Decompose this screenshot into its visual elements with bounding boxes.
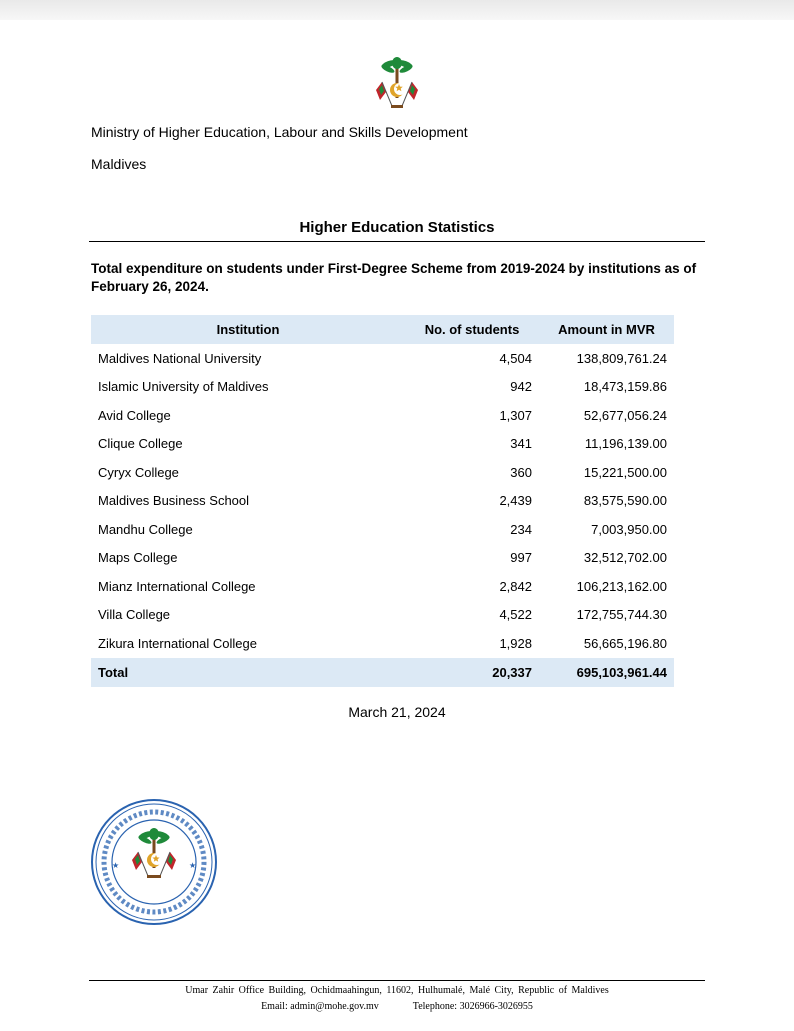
amount-cell: 52,677,056.24 xyxy=(583,407,667,423)
table-row xyxy=(91,430,674,459)
report-subtitle: Total expenditure on students under First-Degree Scheme from 2019-2024 by institutions as of February 26, 2024. xyxy=(91,261,697,294)
table-row xyxy=(91,487,674,516)
footer-email: Email: admin@mohe.gov.mv xyxy=(261,1001,379,1012)
institution-cell: Mianz International College xyxy=(98,578,256,594)
footer-contact xyxy=(89,1001,705,1012)
country-name: Maldives xyxy=(91,156,147,172)
svg-text:★: ★ xyxy=(112,861,120,870)
table-header-row xyxy=(91,315,674,344)
students-cell: 4,522 xyxy=(499,607,532,623)
institution-cell: Zikura International College xyxy=(98,635,257,651)
students-cell: 2,439 xyxy=(499,493,532,509)
table-row xyxy=(91,401,674,430)
footer-telephone: Telephone: 3026966-3026955 xyxy=(412,1001,533,1012)
students-cell: 2,842 xyxy=(499,578,532,594)
report-date: March 21, 2024 xyxy=(348,704,446,720)
students-cell: 1,928 xyxy=(499,635,532,651)
institution-cell: Villa College xyxy=(98,607,171,623)
amount-cell: 15,221,500.00 xyxy=(583,464,667,480)
students-cell: 4,504 xyxy=(499,350,532,366)
students-cell: 997 xyxy=(510,550,532,566)
students-cell: 234 xyxy=(510,521,532,537)
ministry-name: Ministry of Higher Education, Labour and Skills Development xyxy=(91,124,468,140)
amount-cell: 32,512,702.00 xyxy=(583,550,667,566)
students-cell: 942 xyxy=(510,379,532,395)
table-total-row xyxy=(91,658,674,687)
footer-address: Umar Zahir Office Building, Ochidmaahingun, 11602, Hulhumalé, Malé City, Republic of Maldives xyxy=(185,985,609,996)
total-amount-cell: 695,103,961.44 xyxy=(539,658,674,687)
table-row xyxy=(91,629,674,658)
title-divider xyxy=(89,241,705,242)
column-header-institution: Institution xyxy=(91,315,405,344)
students-cell: 341 xyxy=(510,436,532,452)
amount-cell: 7,003,950.00 xyxy=(591,521,667,537)
table-row xyxy=(91,601,674,630)
institution-cell: Maps College xyxy=(98,550,178,566)
maldives-state-emblem-icon xyxy=(372,54,422,112)
amount-cell: 18,473,159.86 xyxy=(583,379,667,395)
institution-cell: Maldives National University xyxy=(98,350,262,366)
amount-cell: 172,755,744.30 xyxy=(576,607,667,623)
amount-cell: 106,213,162.00 xyxy=(576,578,667,594)
amount-cell: 138,809,761.24 xyxy=(576,350,667,366)
amount-cell: 11,196,139.00 xyxy=(584,436,667,452)
total-students-cell: 20,337 xyxy=(405,658,539,687)
students-cell: 1,307 xyxy=(499,407,532,423)
table-row xyxy=(91,344,674,373)
footer-divider xyxy=(89,980,705,981)
institution-cell: Mandhu College xyxy=(98,521,193,537)
institution-cell: Avid College xyxy=(98,407,171,423)
table-row xyxy=(91,572,674,601)
svg-text:★: ★ xyxy=(189,861,197,870)
table-row xyxy=(91,373,674,402)
expenditure-table xyxy=(91,315,674,687)
column-header-amount: Amount in MVR xyxy=(539,315,674,344)
amount-cell: 83,575,590.00 xyxy=(583,493,667,509)
table-row xyxy=(91,458,674,487)
viewer-top-bar xyxy=(0,0,794,20)
students-cell: 360 xyxy=(510,464,532,480)
ministry-seal-icon xyxy=(90,798,218,926)
institution-cell: Clique College xyxy=(98,436,183,452)
table-row xyxy=(91,544,674,573)
amount-cell: 56,665,196.80 xyxy=(583,635,667,651)
institution-cell: Islamic University of Maldives xyxy=(98,379,269,395)
institution-cell: Maldives Business School xyxy=(98,493,250,509)
column-header-students: No. of students xyxy=(405,315,539,344)
table-row xyxy=(91,515,674,544)
institution-cell: Cyryx College xyxy=(98,464,179,480)
report-title: Higher Education Statistics xyxy=(299,219,495,236)
total-label-cell: Total xyxy=(91,658,405,687)
